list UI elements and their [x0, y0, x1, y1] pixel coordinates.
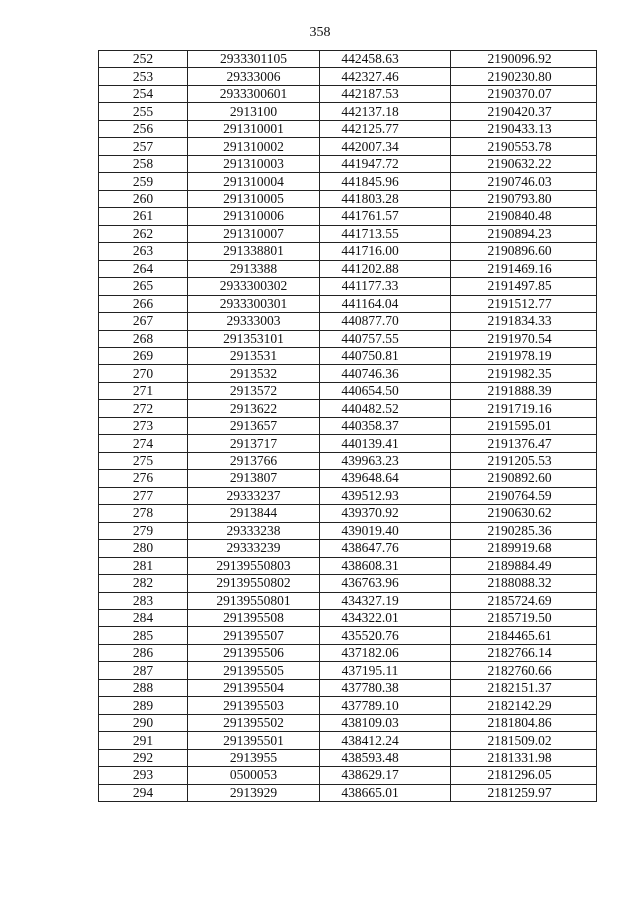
point-id-cell: 29139550803 [188, 557, 320, 574]
x-coordinate-cell: 442458.63 [320, 51, 451, 68]
y-coordinate-cell: 2190892.60 [451, 470, 597, 487]
x-coordinate-cell: 441177.33 [320, 278, 451, 295]
table-row [99, 697, 597, 714]
table-row [99, 68, 597, 85]
table-row [99, 243, 597, 260]
x-coordinate-cell: 437195.11 [320, 662, 451, 679]
table-row [99, 190, 597, 207]
x-coordinate-cell: 438665.01 [320, 784, 451, 801]
x-coordinate-cell: 442187.53 [320, 85, 451, 102]
point-id-cell: 2913717 [188, 435, 320, 452]
y-coordinate-cell: 2190230.80 [451, 68, 597, 85]
table-row [99, 767, 597, 784]
x-coordinate-cell: 438412.24 [320, 732, 451, 749]
point-id-cell: 291310006 [188, 208, 320, 225]
row-index-cell: 284 [99, 610, 188, 627]
table-row [99, 557, 597, 574]
table-row [99, 452, 597, 469]
y-coordinate-cell: 2190764.59 [451, 487, 597, 504]
y-coordinate-cell: 2191512.77 [451, 295, 597, 312]
y-coordinate-cell: 2191595.01 [451, 417, 597, 434]
row-index-cell: 285 [99, 627, 188, 644]
y-coordinate-cell: 2191834.33 [451, 313, 597, 330]
row-index-cell: 259 [99, 173, 188, 190]
row-index-cell: 253 [99, 68, 188, 85]
table-row [99, 732, 597, 749]
row-index-cell: 256 [99, 120, 188, 137]
y-coordinate-cell: 2181296.05 [451, 767, 597, 784]
table-row [99, 400, 597, 417]
coordinates-table [98, 50, 597, 802]
point-id-cell: 2913532 [188, 365, 320, 382]
y-coordinate-cell: 2190793.80 [451, 190, 597, 207]
row-index-cell: 268 [99, 330, 188, 347]
row-index-cell: 283 [99, 592, 188, 609]
table-row [99, 749, 597, 766]
x-coordinate-cell: 435520.76 [320, 627, 451, 644]
y-coordinate-cell: 2191719.16 [451, 400, 597, 417]
row-index-cell: 254 [99, 85, 188, 102]
x-coordinate-cell: 437780.38 [320, 679, 451, 696]
point-id-cell: 2913955 [188, 749, 320, 766]
x-coordinate-cell: 442327.46 [320, 68, 451, 85]
row-index-cell: 276 [99, 470, 188, 487]
y-coordinate-cell: 2190746.03 [451, 173, 597, 190]
x-coordinate-cell: 439019.40 [320, 522, 451, 539]
y-coordinate-cell: 2182151.37 [451, 679, 597, 696]
point-id-cell: 0500053 [188, 767, 320, 784]
row-index-cell: 270 [99, 365, 188, 382]
point-id-cell: 29333239 [188, 540, 320, 557]
point-id-cell: 29139550801 [188, 592, 320, 609]
point-id-cell: 2913572 [188, 382, 320, 399]
row-index-cell: 282 [99, 575, 188, 592]
point-id-cell: 2913657 [188, 417, 320, 434]
y-coordinate-cell: 2181259.97 [451, 784, 597, 801]
y-coordinate-cell: 2190096.92 [451, 51, 597, 68]
table-row [99, 278, 597, 295]
y-coordinate-cell: 2191970.54 [451, 330, 597, 347]
table-row [99, 347, 597, 364]
row-index-cell: 258 [99, 155, 188, 172]
row-index-cell: 290 [99, 714, 188, 731]
y-coordinate-cell: 2182142.29 [451, 697, 597, 714]
x-coordinate-cell: 441713.55 [320, 225, 451, 242]
point-id-cell: 291395501 [188, 732, 320, 749]
point-id-cell: 29333237 [188, 487, 320, 504]
point-id-cell: 2913388 [188, 260, 320, 277]
table-row [99, 173, 597, 190]
x-coordinate-cell: 439648.64 [320, 470, 451, 487]
x-coordinate-cell: 441947.72 [320, 155, 451, 172]
point-id-cell: 29139550802 [188, 575, 320, 592]
y-coordinate-cell: 2181509.02 [451, 732, 597, 749]
y-coordinate-cell: 2190285.36 [451, 522, 597, 539]
y-coordinate-cell: 2181331.98 [451, 749, 597, 766]
y-coordinate-cell: 2185719.50 [451, 610, 597, 627]
y-coordinate-cell: 2184465.61 [451, 627, 597, 644]
row-index-cell: 269 [99, 347, 188, 364]
y-coordinate-cell: 2191888.39 [451, 382, 597, 399]
y-coordinate-cell: 2190553.78 [451, 138, 597, 155]
y-coordinate-cell: 2189919.68 [451, 540, 597, 557]
x-coordinate-cell: 442007.34 [320, 138, 451, 155]
row-index-cell: 277 [99, 487, 188, 504]
row-index-cell: 287 [99, 662, 188, 679]
y-coordinate-cell: 2182760.66 [451, 662, 597, 679]
y-coordinate-cell: 2189884.49 [451, 557, 597, 574]
row-index-cell: 272 [99, 400, 188, 417]
x-coordinate-cell: 440482.52 [320, 400, 451, 417]
row-index-cell: 257 [99, 138, 188, 155]
row-index-cell: 263 [99, 243, 188, 260]
table-row [99, 225, 597, 242]
table-row [99, 522, 597, 539]
table-row [99, 208, 597, 225]
x-coordinate-cell: 442137.18 [320, 103, 451, 120]
table-row [99, 382, 597, 399]
row-index-cell: 267 [99, 313, 188, 330]
row-index-cell: 281 [99, 557, 188, 574]
x-coordinate-cell: 439512.93 [320, 487, 451, 504]
y-coordinate-cell: 2181804.86 [451, 714, 597, 731]
point-id-cell: 2933300601 [188, 85, 320, 102]
x-coordinate-cell: 438647.76 [320, 540, 451, 557]
row-index-cell: 261 [99, 208, 188, 225]
table-row [99, 103, 597, 120]
point-id-cell: 2913929 [188, 784, 320, 801]
y-coordinate-cell: 2191497.85 [451, 278, 597, 295]
point-id-cell: 291395504 [188, 679, 320, 696]
x-coordinate-cell: 439963.23 [320, 452, 451, 469]
table-row [99, 505, 597, 522]
y-coordinate-cell: 2190896.60 [451, 243, 597, 260]
point-id-cell: 2913100 [188, 103, 320, 120]
y-coordinate-cell: 2191469.16 [451, 260, 597, 277]
point-id-cell: 2913844 [188, 505, 320, 522]
table-row [99, 417, 597, 434]
table-row [99, 120, 597, 137]
row-index-cell: 260 [99, 190, 188, 207]
page-number: 358 [309, 25, 331, 40]
row-index-cell: 278 [99, 505, 188, 522]
table-row [99, 627, 597, 644]
row-index-cell: 266 [99, 295, 188, 312]
x-coordinate-cell: 438608.31 [320, 557, 451, 574]
y-coordinate-cell: 2182766.14 [451, 644, 597, 661]
table-row [99, 85, 597, 102]
row-index-cell: 289 [99, 697, 188, 714]
x-coordinate-cell: 436763.96 [320, 575, 451, 592]
point-id-cell: 291395507 [188, 627, 320, 644]
table-row [99, 679, 597, 696]
table-row [99, 260, 597, 277]
point-id-cell: 291310001 [188, 120, 320, 137]
point-id-cell: 2913531 [188, 347, 320, 364]
y-coordinate-cell: 2190630.62 [451, 505, 597, 522]
x-coordinate-cell: 441202.88 [320, 260, 451, 277]
point-id-cell: 291338801 [188, 243, 320, 260]
row-index-cell: 271 [99, 382, 188, 399]
x-coordinate-cell: 438593.48 [320, 749, 451, 766]
row-index-cell: 294 [99, 784, 188, 801]
table-row [99, 592, 597, 609]
table-row [99, 610, 597, 627]
row-index-cell: 255 [99, 103, 188, 120]
table-row [99, 313, 597, 330]
table-row [99, 784, 597, 801]
table-row [99, 435, 597, 452]
table-row [99, 575, 597, 592]
y-coordinate-cell: 2185724.69 [451, 592, 597, 609]
y-coordinate-cell: 2191376.47 [451, 435, 597, 452]
point-id-cell: 291310003 [188, 155, 320, 172]
y-coordinate-cell: 2190632.22 [451, 155, 597, 172]
table-row [99, 365, 597, 382]
point-id-cell: 291395506 [188, 644, 320, 661]
x-coordinate-cell: 434322.01 [320, 610, 451, 627]
table-row [99, 470, 597, 487]
x-coordinate-cell: 440139.41 [320, 435, 451, 452]
row-index-cell: 291 [99, 732, 188, 749]
x-coordinate-cell: 438629.17 [320, 767, 451, 784]
table-row [99, 295, 597, 312]
x-coordinate-cell: 437182.06 [320, 644, 451, 661]
point-id-cell: 2933300302 [188, 278, 320, 295]
point-id-cell: 29333238 [188, 522, 320, 539]
coordinates-table-body [99, 51, 597, 802]
y-coordinate-cell: 2190840.48 [451, 208, 597, 225]
point-id-cell: 291395502 [188, 714, 320, 731]
point-id-cell: 291395508 [188, 610, 320, 627]
point-id-cell: 2913622 [188, 400, 320, 417]
x-coordinate-cell: 440750.81 [320, 347, 451, 364]
x-coordinate-cell: 440358.37 [320, 417, 451, 434]
y-coordinate-cell: 2188088.32 [451, 575, 597, 592]
table-row [99, 540, 597, 557]
table-row [99, 51, 597, 68]
row-index-cell: 252 [99, 51, 188, 68]
x-coordinate-cell: 441803.28 [320, 190, 451, 207]
table-row [99, 487, 597, 504]
point-id-cell: 291310004 [188, 173, 320, 190]
x-coordinate-cell: 434327.19 [320, 592, 451, 609]
point-id-cell: 29333003 [188, 313, 320, 330]
point-id-cell: 2933300301 [188, 295, 320, 312]
y-coordinate-cell: 2190420.37 [451, 103, 597, 120]
x-coordinate-cell: 438109.03 [320, 714, 451, 731]
table-row [99, 714, 597, 731]
table-row [99, 662, 597, 679]
row-index-cell: 262 [99, 225, 188, 242]
x-coordinate-cell: 437789.10 [320, 697, 451, 714]
row-index-cell: 279 [99, 522, 188, 539]
table-row [99, 155, 597, 172]
x-coordinate-cell: 441761.57 [320, 208, 451, 225]
table-row [99, 644, 597, 661]
x-coordinate-cell: 441164.04 [320, 295, 451, 312]
y-coordinate-cell: 2190370.07 [451, 85, 597, 102]
row-index-cell: 274 [99, 435, 188, 452]
point-id-cell: 29333006 [188, 68, 320, 85]
x-coordinate-cell: 440877.70 [320, 313, 451, 330]
row-index-cell: 292 [99, 749, 188, 766]
row-index-cell: 265 [99, 278, 188, 295]
y-coordinate-cell: 2191978.19 [451, 347, 597, 364]
point-id-cell: 291310007 [188, 225, 320, 242]
point-id-cell: 291310005 [188, 190, 320, 207]
row-index-cell: 288 [99, 679, 188, 696]
x-coordinate-cell: 440654.50 [320, 382, 451, 399]
table-row [99, 330, 597, 347]
point-id-cell: 291310002 [188, 138, 320, 155]
x-coordinate-cell: 441716.00 [320, 243, 451, 260]
x-coordinate-cell: 441845.96 [320, 173, 451, 190]
x-coordinate-cell: 440757.55 [320, 330, 451, 347]
row-index-cell: 264 [99, 260, 188, 277]
y-coordinate-cell: 2190433.13 [451, 120, 597, 137]
x-coordinate-cell: 439370.92 [320, 505, 451, 522]
point-id-cell: 291353101 [188, 330, 320, 347]
point-id-cell: 291395505 [188, 662, 320, 679]
y-coordinate-cell: 2191205.53 [451, 452, 597, 469]
row-index-cell: 273 [99, 417, 188, 434]
row-index-cell: 280 [99, 540, 188, 557]
x-coordinate-cell: 440746.36 [320, 365, 451, 382]
point-id-cell: 2913807 [188, 470, 320, 487]
row-index-cell: 286 [99, 644, 188, 661]
x-coordinate-cell: 442125.77 [320, 120, 451, 137]
row-index-cell: 275 [99, 452, 188, 469]
point-id-cell: 2913766 [188, 452, 320, 469]
y-coordinate-cell: 2191982.35 [451, 365, 597, 382]
point-id-cell: 291395503 [188, 697, 320, 714]
point-id-cell: 2933301105 [188, 51, 320, 68]
y-coordinate-cell: 2190894.23 [451, 225, 597, 242]
table-row [99, 138, 597, 155]
row-index-cell: 293 [99, 767, 188, 784]
